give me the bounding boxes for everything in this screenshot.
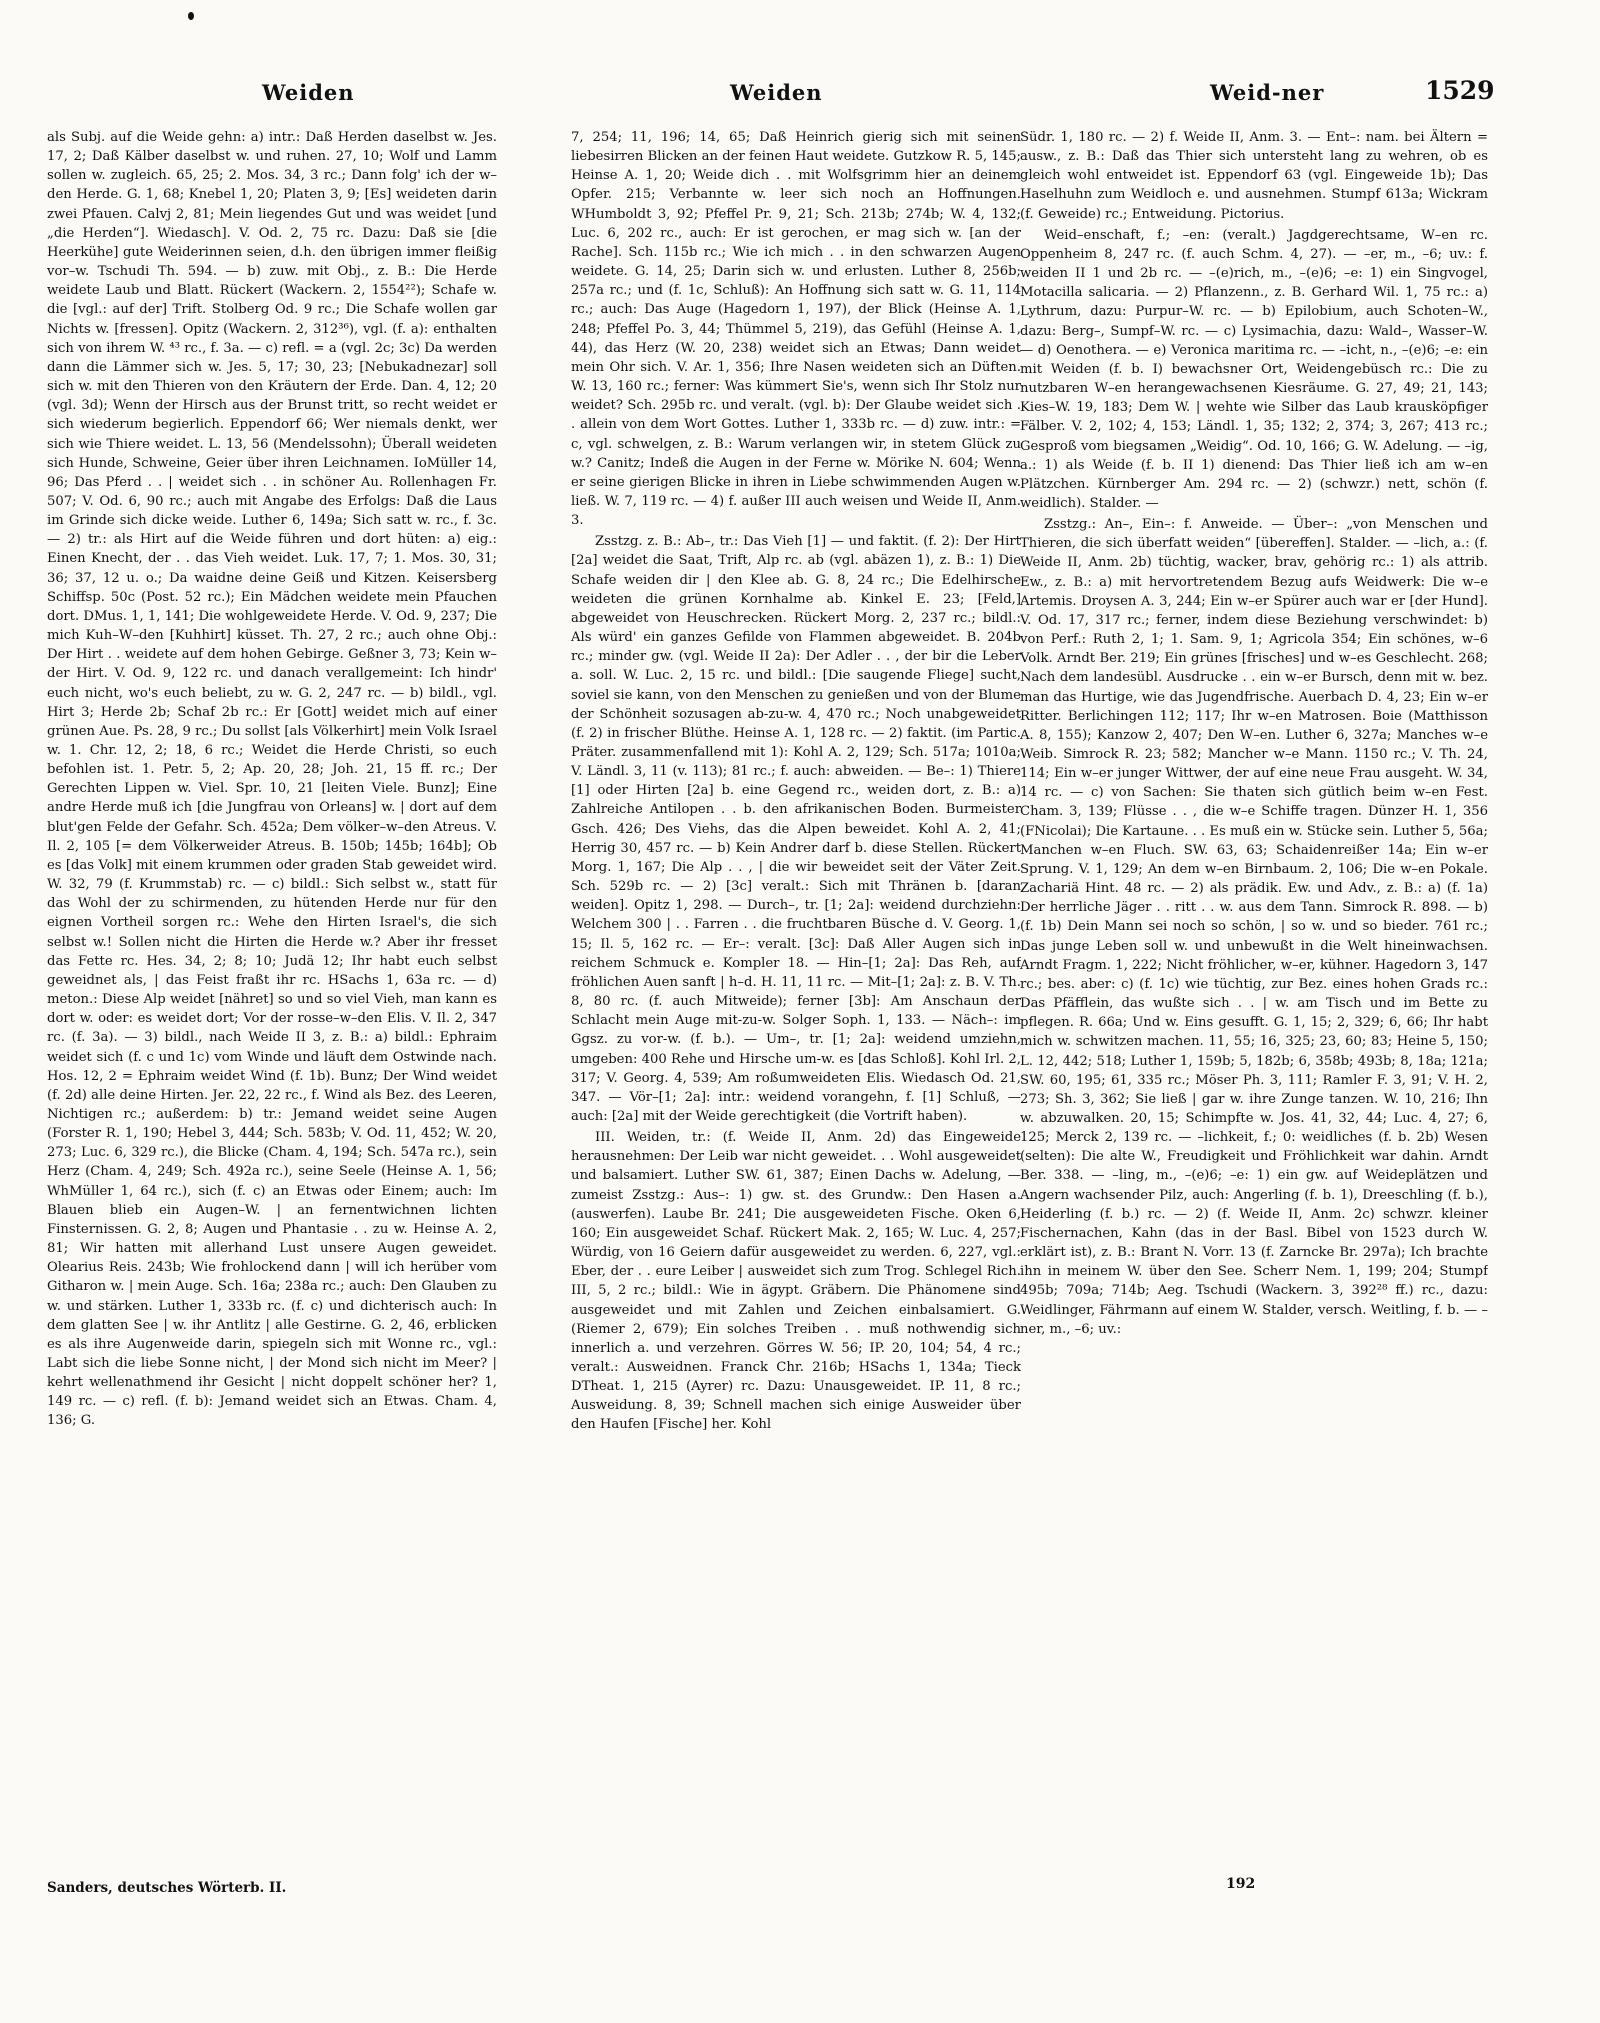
column-3-paragraph: Südr. 1, 180 rc. — 2) f. Weide II, Anm. 3. — Ent–: nam. bei Ältern = ausw., z. B.: Daß das Thier sich untersteht lang zu wehren, ob es gleich wohl entweidet ist. Eppendorf 63 (vgl. Eingeweide 1b); Das Haselhuhn zum Weidloch e. und ausnehmen. Stumpf 613a; Wickram (f. Geweide) rc.; Entweidung. Pictorius. bbox=[1020, 130, 1488, 222]
page-number: 1529 bbox=[1425, 76, 1495, 105]
column-3-paragraph: Weid–enschaft, f.; –en: (veralt.) Jagdgerechtsame, W–en rc. Oppenheim 8, 247 rc. (f. auch Schm. 4, 27). — –er, m., –6; uv.: f. weiden II 1 und 2b rc. — –(e)rich, m., –(e)6; –e: 1) ein Singvogel, Motacilla salicaria. — 2) Pflanzenn., z. B. Gerhard Wil. 1, 75 rc.: a) Lythrum, dazu: Purpur–W. rc. — b) Epilobium, auch Schoten–W., dazu: Berg–, Sumpf–W. rc. — c) Lysimachia, dazu: Wald–, Wasser–W. — d) Oenothera. — e) Veronica maritima rc. — –icht, n., –(e)6; –e: ein mit Weiden (f. b. I) bewachsner Ort, Weidengebüsch rc.: Die zu nutzbaren W–en herangewachsenen Kiesräume. G. 27, 49; 21, 143; Kies–W. 19, 183; Dem W. | wehte wie Silber das Laub krausköpfiger Fälber. V. 2, 102; 4, 153; Ländl. 1, 35; 132; 2, 374; 3, 267; 413 rc.; Gesproß vom biegsamen „Weidig“. Od. 10, 166; G. W. Adelung. — –ig, a.: 1) als Weide (f. b. II 1) dienend: Das Thier ließ ich am w–en Plätzchen. Kürnberger Am. 294 rc. — 2) (schwzr.) nett, schön (f. weidlich). Stalder. — bbox=[1020, 227, 1488, 511]
ink-spot bbox=[188, 12, 194, 20]
running-head-left: Weiden bbox=[262, 80, 355, 105]
text-column-2 bbox=[571, 128, 1021, 1868]
column-3-paragraph: Zsstzg.: An–, Ein–: f. Anweide. — Über–: „von Menschen und Thieren, die sich überfatt weiden“ [übereffen]. Stalder. — –lich, a.: (f. Weide II, Anm. 2b) tüchtig, wacker, brav, gehörig rc.: 1) als attrib. Ew., z. B.: a) mit hervortretendem Bezug aufs Weidwerk: Die w–e Artemis. Droysen A. 3, 244; Ein w–er Spürer auch war er [der Hund]. V. Od. 17, 317 rc.; ferner, indem diese Beziehung verschwindet: b) von Perf.: Ruth 2, 1; 1. Sam. 9, 1; Agricola 354; Ein schönes, w–6 Volk. Arndt Ber. 219; Ein grünes [frisches] und w–es Geschlecht. 268; Nach dem landesübl. Ausdrucke . . ein w–er Bursch, denn mit w. bez. man das Hurtige, wie das Jugendfrische. Auerbach D. 4, 23; Ein w–er Ritter. Berlichingen 112; 117; Ihr w–en Matrosen. Boie (Matthisson A. 8, 155); Kanzow 2, 407; Den W–en. Luther 6, 327a; Manches w–e Weib. Simrock R. 23; 582; Mancher w–e Mann. 1150 rc.; V. Th. 24, 114; Ein w–er junger Wittwer, der auf eine neue Frau ausgeht. W. 34, 14 rc. — c) von Sachen: Sie thaten sich gütlich beim w–en Fest. Cham. 3, 139; Flüsse . . , die w–e Schiffe tragen. Dünzer H. 1, 356 (FNicolai); Die Kartaune. . . Es muß ein w. Stücke sein. Luther 5, 56a; Manchen w–en Fluch. SW. 63, 63; Schaidenreißer 14a; Ein w–er Sprung. V. 1, 129; An dem w–en Birnbaum. 2, 106; Die w–en Pokale. Zachariä Hint. 48 rc. — 2) als prädik. Ew. und Adv., z. B.: a) (f. 1a) Der herrliche Jäger . . ritt . . w. aus dem Tann. Simrock R. 898. — b) (f. 1b) Dein Mann sei noch so schön, | so w. und so bieder. 761 rc.; Das junge Leben soll w. und unbewußt in die Welt hineinwachsen. Arndt Fragm. 1, 222; Nicht fröhlicher, w–er, kühner. Hagedorn 3, 147 rc.; bes. aber: c) (f. 1c) wie tüchtig, zur Bez. eines hohen Grads rc.: Das Pfäfflein, das wußte sich . . | w. am Tisch und im Bette zu pflegen. R. 66a; Und w. Eins gesufft. G. 1, 15; 2, 329; 6, 66; Ihr habt mich w. schwitzen machen. 11, 55; 16, 325; 23, 60; 83; Heine 5, 150; L. 12, 442; 518; Luther 1, 159b; 5, 182b; 6, 358b; 493b; 8, 18a; 121a; SW. 60, 195; 61, 335 rc.; Möser Ph. 3, 111; Ramler F. 3, 91; V. H. 2, 273; Sh. 3, 362; Sie ließ | gar w. ihre Zunge tanzen. W. 10, 216; Ihn w. abzuwalken. 20, 15; Schimpfte w. Jos. 41, 32, 44; Luc. 4, 27; 6, 125; Merck 2, 139 rc. — –lichkeit, f.; 0: weidliches (f. b. 2b) Wesen (selten): Die alte W., Freudigkeit und Fröhlichkeit war dahin. Arndt Ber. 338. — –ling, m., –(e)6; –e: 1) ein gw. auf Weideplätzen und Angern wachsender Pilz, auch: Angerling (f. b. 1), Dreeschling (f. b.), Heiderling (f. b.) rc. — 2) (f. Weide II, Anm. 2c) schwzr. kleiner Fischernachen, Kahn (das in der Basl. Bibel von 1523 durch W. erklärt ist), z. B.: Brant N. Vorr. 13 (f. Zarncke Br. 297a); Ich brachte ihn in meinem W. über den See. Scherr Nem. 1, 199; 204; Stumpf 495b; 709a; 714b; Aeg. Tschudi (Wackern. 3, 392²⁸ ff.) rc., dazu: Weidlinger, Fährmann auf einem W. Stalder, versch. Weitling, f. b. — –ner, m., –6; uv.: bbox=[1020, 517, 1488, 1337]
column-2-paragraph: III. Weiden, tr.: (f. Weide II, Anm. 2d) das Eingeweide herausnehmen: Der Leib war nicht geweidet. . . Wohl ausgeweidet und balsamiert. Luther SW. 61, 387; Einen Dachs w. Adelung, — zumeist Zsstzg.: Aus–: 1) gw. st. des Grundw.: Den Hasen a. (auswerfen). Laube Br. 241; Die ausgeweideten Fische. Oken 6, 160; Ein ausgeweidet Schaf. Rückert Mak. 2, 165; W. Luc. 4, 257; Würdig, von 16 Geiern dafür ausgeweidet zu werden. 6, 227, vgl.: Eber, der . . eure Leiber | ausweidet sich zum Trog. Schlegel Rich. III, 5, 2 rc.; bildl.: Wie in ägypt. Gräbern. Die Phänomene sind ausgeweidet und mit Zahlen und Zeichen einbalsamiert. G. (Riemer 2, 679); Ein solches Treiben . . muß nothwendig sich innerlich a. und verzehren. Görres W. 56; IP. 20, 104; 54, 4 rc.; veralt.: Ausweidnen. Franck Chr. 216b; HSachs 1, 134a; Tieck DTheat. 1, 215 (Ayrer) rc. Dazu: Unausgeweidet. IP. 11, 8 rc.; Ausweidung. 8, 39; Schnell machen sich einige Ausweider über den Haufen [Fische] her. Kohl bbox=[571, 1130, 1021, 1433]
column-1-paragraph: als Subj. auf die Weide gehn: a) intr.: Daß Herden daselbst w. Jes. 17, 2; Daß Kälber daselbst w. und ruhen. 27, 10; Wolf und Lamm sollen w. zugleich. 65, 25; 2. Mos. 34, 3 rc.; Dann folg' ich der w–den Herde. G. 1, 68; Knebel 1, 20; Platen 3, 9; [Es] weideten darin zwei Pfauen. Calvj 2, 81; Mein liegendes Gut und was weidet [und „die Herden“]. Wiedasch]. V. Od. 2, 75 rc. Dazu: Daß sie [die Heerkühe] gute Weiderinnen seien, d.h. den übrigen immer fleißig vor–w. Tschudi Th. 594. — b) zuw. mit Obj., z. B.: Die Herde weidete Laub und Blatt. Rückert (Wackern. 2, 1554²²); Schafe w. die [vgl.: auf der] Trift. Stolberg Od. 9 rc.; Die Schafe wollen gar Nichts w. [fressen]. Opitz (Wackern. 2, 312³⁶), vgl. (f. a): enthalten sich von ihrem W. ⁴³ rc., f. 3a. — c) refl. = a (vgl. 2c; 3c) Da werden dann die Lämmer sich w. Jes. 5, 17; 30, 23; [Nebukadnezar] soll sich w. mit den Thieren von den Kräutern der Erde. Dan. 4, 12; 20 (vgl. 3d); Wenn der Hirsch aus der Brunst tritt, so recht weidet er sich wiederum begierlich. Eppendorf 66; Wer niemals denkt, wer sich wie Thiere weidet. L. 13, 56 (Mendelssohn); Überall weideten sich Hunde, Schweine, Geier über ihren Leichnamen. IoMüller 14, 96; Das Pferd . . | weidet sich . . in schöner Au. Rollenhagen Fr. 507; V. Od. 6, 90 rc.; auch mit Angabe des Erfolgs: Daß die Laus im Grinde sich dicke weide. Luther 6, 149a; Sich satt w. rc., f. 3c. — 2) tr.: als Hirt auf die Weide führen und dort hüten: a) eig.: Einen Knecht, der . . das Vieh weidet. Luk. 17, 7; 1. Mos. 30, 31; 36; 37, 12 u. o.; Da waidne deine Geiß und Kitzen. Keisersberg Schiffsp. 50c (Post. 52 rc.); Ein Mädchen weidete mein Pfauchen dort. DMus. 1, 1, 141; Die wohlgeweidete Herde. V. Od. 9, 237; Die mich Kuh–W–den [Kuhhirt] küsset. Th. 27, 2 rc.; auch ohne Obj.: Der Hirt . . weidete auf dem hohen Gebirge. Geßner 3, 73; Kein w–der Hirt. V. Od. 9, 122 rc. und danach verallgemeint: Ich hindr' euch nicht, wo's euch beliebt, zu w. G. 2, 247 rc. — b) bildl., vgl. Hirt 3; Herde 2b; Schaf 2b rc.: Er [Gott] weidet mich auf einer grünen Aue. Ps. 28, 9 rc.; Du sollst [als Völkerhirt] mein Volk Israel w. 1. Chr. 12, 2; 18, 6 rc.; Weidet die Herde Christi, so euch befohlen ist. 1. Petr. 5, 2; Ap. 20, 28; Joh. 21, 15 ff. rc.; Der Gerechten Lippen w. Viel. Spr. 10, 21 [leiten Viele. Bunz]; Eine andre Herde muß ich [die Jungfrau von Orleans] w. | dort auf dem blut'gen Felde der Gefahr. Sch. 452a; Dem völker–w–den Atreus. V. Il. 2, 105 [= dem Völkerweider Atreus. B. 150b; 145b; 164b]; Ob es [das Volk] mit einem krummen oder graden Stab geweidet wird. W. 32, 79 (f. Krummstab) rc. — c) bildl.: Sich selbst w., statt für das Wohl der zu schirmenden, zu hütenden Herde nur für den eignen Vortheil sorgen rc.: Wehe den Hirten Israel's, die sich selbst w.! Sollen nicht die Hirten die Herde w.? Aber ihr fresset das Fette rc. Hes. 34, 2; 8; 10; Judä 12; Ihr habt euch selbst geweidnet als, | das Feist fraßt ihr rc. HSachs 1, 63a rc. — d) meton.: Diese Alp weidet [nähret] so und so viel Vieh, man kann es dort w. oder: es weidet dort; Vor der rosse–w–den Elis. V. Il. 2, 347 rc. (f. 3a). — 3) bildl., nach Weide II 3, z. B.: a) bildl.: Ephraim weidet sich (f. c und 1c) vom Winde und läuft dem Ostwinde nach. Hos. 12, 2 = Ephraim weidet Wind (f. 1b). Bunz; Der Wind weidet (f. 2d) alle deine Hirten. Jer. 22, 22 rc., f. Wind als Bez. des Leeren, Nichtigen rc.; außerdem: b) tr.: Jemand weidet seine Augen (Forster R. 1, 190; Hebel 3, 444; Sch. 583b; V. Od. 11, 452; W. 20, 273; Luc. 6, 329 rc.), die Blicke (Cham. 4, 194; Sch. 547a rc.), sein Herz (Cham. 4, 249; Sch. 492a rc.), seine Seele (Heinse A. 1, 56; WhMüller 1, 64 rc.), sich (f. c) an Etwas oder Einem; auch: Im Blauen blieb ein Augen–W. | an fernentwichnen lichten Finsternissen. G. 2, 8; Augen und Phantasie . . zu w. Heinse A. 2, 81; Wir hatten mit allerhand Lust unsere Augen geweidet. Olearius Reis. 243b; Wie frohlockend dann | will ich herüber vom Githaron w. | mein Auge. Sch. 16a; 238a rc.; auch: Den Glauben zu w. und stärken. Luther 1, 333b rc. (f. c) und dichterisch auch: In dem glatten See | w. ihr Antlitz | alle Gestirne. G. 2, 46, erblicken es als ihre Augenweide darin, spiegeln sich mit Wonne rc., vgl.: Labt sich die liebe Sonne nicht, | der Mond sich nicht im Meer? | kehrt wellenathmend ihr Gesicht | nicht doppelt schöner her? 1, 149 rc. — c) refl. (f. b): Jemand weidet sich an Etwas. Cham. 4, 136; G. bbox=[47, 130, 497, 1429]
printer-signature: 192 bbox=[1226, 1876, 1256, 1892]
footer-source-line: Sanders, deutsches Wörterb. II. bbox=[47, 1880, 287, 1896]
column-2-paragraph: 7, 254; 11, 196; 14, 65; Daß Heinrich gierig sich mit seinen liebesirren Blicken an der feinen Haut weidete. Gutzkow R. 5, 145; Heinse A. 1, 20; Weide dich . . mit Wolfsgrimm hier an deinem Opfer. 215; Verbannte w. leer sich noch an Hoffnungen. WHumboldt 3, 92; Pfeffel Pr. 9, 21; Sch. 213b; 274b; W. 4, 132; Luc. 6, 202 rc., auch: Er ist gerochen, er mag sich w. [an der Rache]. Sch. 115b rc.; Wie ich mich . . in den schwarzen Augen weidete. G. 14, 25; Darin sich w. und erlusten. Luther 8, 256b; 257a rc.; und (f. 1c, Schluß): An Hoffnung sich satt w. G. 11, 114 rc.; auch: Das Auge (Hagedorn 1, 197), der Blick (Heinse A. 1, 248; Pfeffel Po. 3, 44; Thümmel 5, 219), das Gefühl (Heinse A. 1, 44), das Herz (W. 20, 238) weidet sich an Etwas; Dann weidet mein Ohr sich. V. Ar. 1, 356; Ihre Nasen weideten sich an Düften. W. 13, 160 rc.; ferner: Was kümmert Sie's, wenn sich Ihr Stolz nur weidet? Sch. 295b rc. und veralt. (vgl. b): Der Glaube weidet sich . . allein von dem Wort Gottes. Luther 1, 333b rc. — d) zuw. intr.: = c, vgl. schwelgen, z. B.: Warum verlangen wir, in stetem Glück zu w.? Canitz; Indeß die Augen in der Ferne w. Mörike N. 604; Wenn er seine gierigen Blicke in ihren in Liebe schwimmenden Augen w. ließ. W. 7, 119 rc. — 4) f. außer III auch weisen und Weide II, Anm. 3. bbox=[571, 130, 1021, 529]
running-head-right: Weid-ner bbox=[1210, 80, 1325, 105]
running-head-center: Weiden bbox=[730, 80, 823, 105]
text-column-1 bbox=[47, 128, 497, 1868]
column-2-paragraph: Zsstzg. z. B.: Ab–, tr.: Das Vieh [1] — und faktit. (f. 2): Der Hirt [2a] weidet die Saat, Trift, Alp rc. ab (vgl. abäzen 1), z. B.: 1) Die Schafe weiden dir | den Klee ab. G. 8, 24 rc.; Die Edelhirsche weideten die grünen Kornhalme ab. Kinkel E. 23; [Feld,] abgeweidet von Heuschrecken. Rückert Morg. 2, 237 rc.; bildl.: Als würd' ein ganzes Gefilde von Flammen abgeweidet. B. 204b rc.; minder gw. (vgl. Weide II 2a): Der Adler . . , der bir die Leber a. soll. W. Luc. 2, 15 rc. und bildl.: [Die saugende Fliege] sucht, soviel sie kann, von den Menschen zu genießen und von der Blume der Schönheit sozusagen ab-zu-w. 4, 470 rc.; Noch unabgeweidet (f. 2) in frischer Blüthe. Heinse A. 1, 128 rc. — 2) faktit. (im Partic. Präter. zusammenfallend mit 1): Kohl A. 2, 129; Sch. 517a; 1010a; V. Ländl. 3, 11 (v. 113); 81 rc.; f. auch: abweiden. — Be–: 1) Thiere [1] oder Hirten [2a] b. eine Gegend rc., weiden dort, z. B.: a) Zahlreiche Antilopen . . b. den afrikanischen Boden. Burmeister Gsch. 426; Des Viehs, das die Alpen beweidet. Kohl A. 2, 41; Herrig 30, 457 rc. — b) Kein Andrer darf b. diese Stellen. Rückert Morg. 1, 167; Die Alp . . , | die wir beweidet seit der Väter Zeit. Sch. 529b rc. — 2) [3c] veralt.: Sich mit Thränen b. [daran weiden]. Opitz 1, 298. — Durch–, tr. [1; 2a]: weidend durchziehn: Welchem 300 | . . Farren . . die fruchtbaren Büsche d. V. Georg. 1, 15; Il. 5, 162 rc. — Er–: veralt. [3c]: Daß Aller Augen sich in reichem Schmuck e. Kompler 18. — Hin–[1; 2a]: Das Reh, auf fröhlichen Auen sanft | h–d. H. 11, 11 rc. — Mit–[1; 2a]: z. B. V. Th. 8, 80 rc. (f. auch Mitweide); ferner [3b]: Am Anschaun der Schlacht mein Auge mit-zu-w. Solger Soph. 1, 133. — Näch–: im Ggsz. zu vor-w. (f. b.). — Um–, tr. [1; 2a]: weidend umziehn, umgeben: 400 Rehe und Hirsche um-w. es [das Schloß]. Kohl Irl. 2, 317; V. Georg. 4, 539; Am roßumweideten Elis. Wiedasch Od. 21, 347. — Vör–[1; 2a]: intr.: weidend vorangehn, f. [1] Schluß, — auch: [2a] mit der Weide gerechtigkeit (die Vortrift haben). bbox=[571, 534, 1021, 1124]
text-column-3 bbox=[1020, 128, 1488, 1868]
